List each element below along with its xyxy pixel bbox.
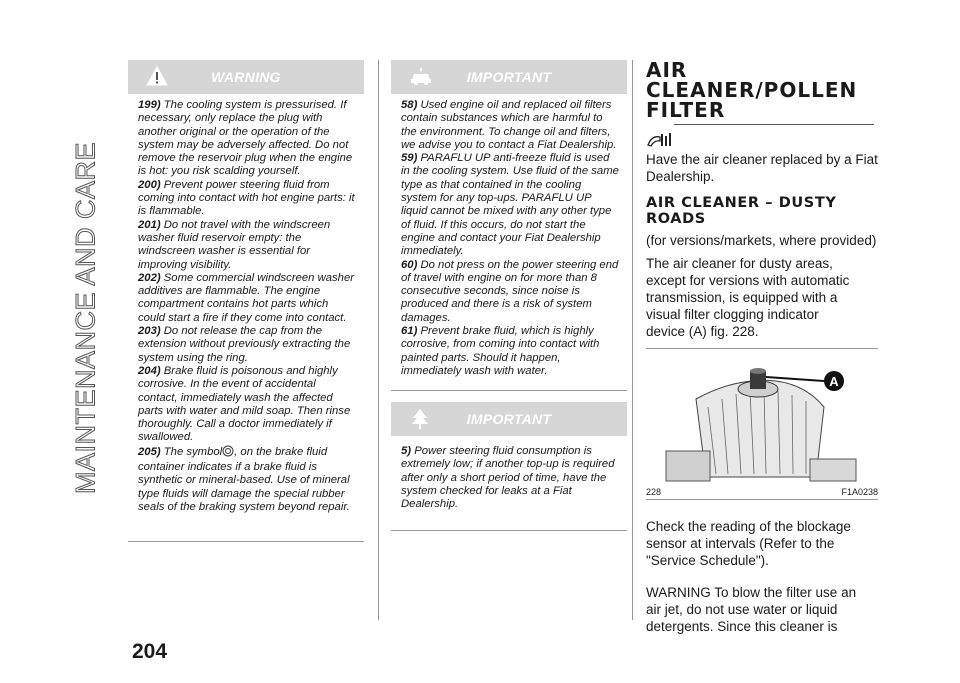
column-divider (632, 60, 633, 620)
note-item: 59) PARAFLU UP anti-freeze fluid is used in the cooling system. Use fluid of the same type as that contained in the cooling system for any top-ups. PARAFLU UP liquid cannot be mixed with any other type of fluid. If this occurs, do not start the engine and contact your Fiat Dealership immediately. (401, 152, 619, 258)
callout-label: A (829, 374, 839, 389)
column-divider (378, 60, 379, 620)
brake-fluid-symbol-icon (222, 445, 234, 461)
warning-box-header (128, 60, 364, 94)
important-box-2 (391, 402, 627, 531)
check-paragraph: Check the reading of the blockage sensor at intervals (Refer to the "Service Schedule"). (646, 519, 851, 568)
warning-box (128, 60, 364, 542)
important-notes (391, 436, 627, 517)
note-item: 200) Prevent power steering fluid from coming into contact with hot engine parts: it is flammable. (138, 178, 355, 218)
important-box-header (391, 60, 627, 94)
availability-note: (for versions/markets, where provided) (646, 233, 877, 248)
figure-top-rule (646, 348, 878, 349)
note-item: 60) Do not press on the power steering end of travel with engine on for more than 8 consecutive seconds, since noise is produced and there is a risk of system damages. (401, 258, 619, 324)
important-box-header (391, 402, 627, 436)
note-item: 199) The cooling system is pressurised. If necessary, only replace the plug with another original or the operation of the system may be adversely affected. Do not remove the reservoir plug when the engine is hot: you risk scalding yourself. (138, 99, 353, 178)
heading-rule (674, 124, 874, 125)
environment-service-icon (646, 131, 878, 149)
intro-paragraph: Have the air cleaner replaced by a Fiat Dealership. (646, 152, 878, 184)
note-item: 205) The symbol , on the brake fluid container indicates if a brake fluid is synthetic or mineral-based. Use of mineral type fluids will damage the special rubber seals of the braking system beyond repair. (138, 445, 350, 513)
note-item: 203) Do not release the cap from the extension without previously extracting the system using the ring. (138, 325, 351, 364)
important-box-1 (391, 60, 627, 391)
section-heading: AIR CLEANER/POLLEN FILTER (646, 58, 858, 122)
important-box-title: IMPORTANT (466, 69, 552, 85)
note-item: 58) Used engine oil and replaced oil filters contain substances which are harmful to the environment. To change oil and filters, we advise you to contact a Fiat Dealership. (401, 99, 617, 151)
warning-notes (128, 94, 364, 520)
figure-number: 228 (646, 487, 662, 497)
note-item: 202) Some commercial windscreen washer additives are flammable. The engine compartment contains hot parts which could start a fire if they come into contact. (138, 271, 354, 324)
air-cleaner-section (646, 60, 878, 635)
important-box-title: IMPORTANT (466, 411, 552, 427)
note-item: 5) Power steering fluid consumption is extremely low; if another top-up is required after only a short period of time, have the system checked for leaks at a Fiat Dealership. (401, 445, 615, 511)
important-notes (391, 94, 627, 384)
section-subheading: AIR CLEANER – DUSTY ROADS (646, 195, 837, 227)
side-section-title: MAINTENANCE AND CARE (70, 141, 101, 495)
warning-box-title: WARNING (211, 69, 281, 85)
figure-caption (646, 487, 878, 497)
note-item: 204) Brake fluid is poisonous and highly corrosive. In the event of accidental contact, immediately wash the affected parts with water and mild soap. Then rinse thoroughly. Call a doctor immediately if swallowed. (138, 364, 351, 444)
air-cleaner-figure (646, 359, 878, 487)
note-item: 61) Prevent brake fluid, which is highly corrosive, from coming into contact with painted parts. Should it happen, immediately wash with water. (401, 325, 600, 377)
page-number: 204 (132, 640, 168, 663)
description-paragraph: The air cleaner for dusty areas, except for versions with automatic transmission, is equipped with a visual filter clogging indicator device (A) fig. 228. (646, 256, 850, 339)
figure-bottom-rule (646, 499, 878, 500)
note-item: 201) Do not travel with the windscreen washer fluid reservoir empty: the windscreen washer is essential for improving visibility. (138, 218, 331, 271)
figure-code: F1A0238 (841, 487, 878, 497)
warning-paragraph: WARNING To blow the filter use an air jet, do not use water or liquid detergents. Since this cleaner is (646, 585, 857, 634)
